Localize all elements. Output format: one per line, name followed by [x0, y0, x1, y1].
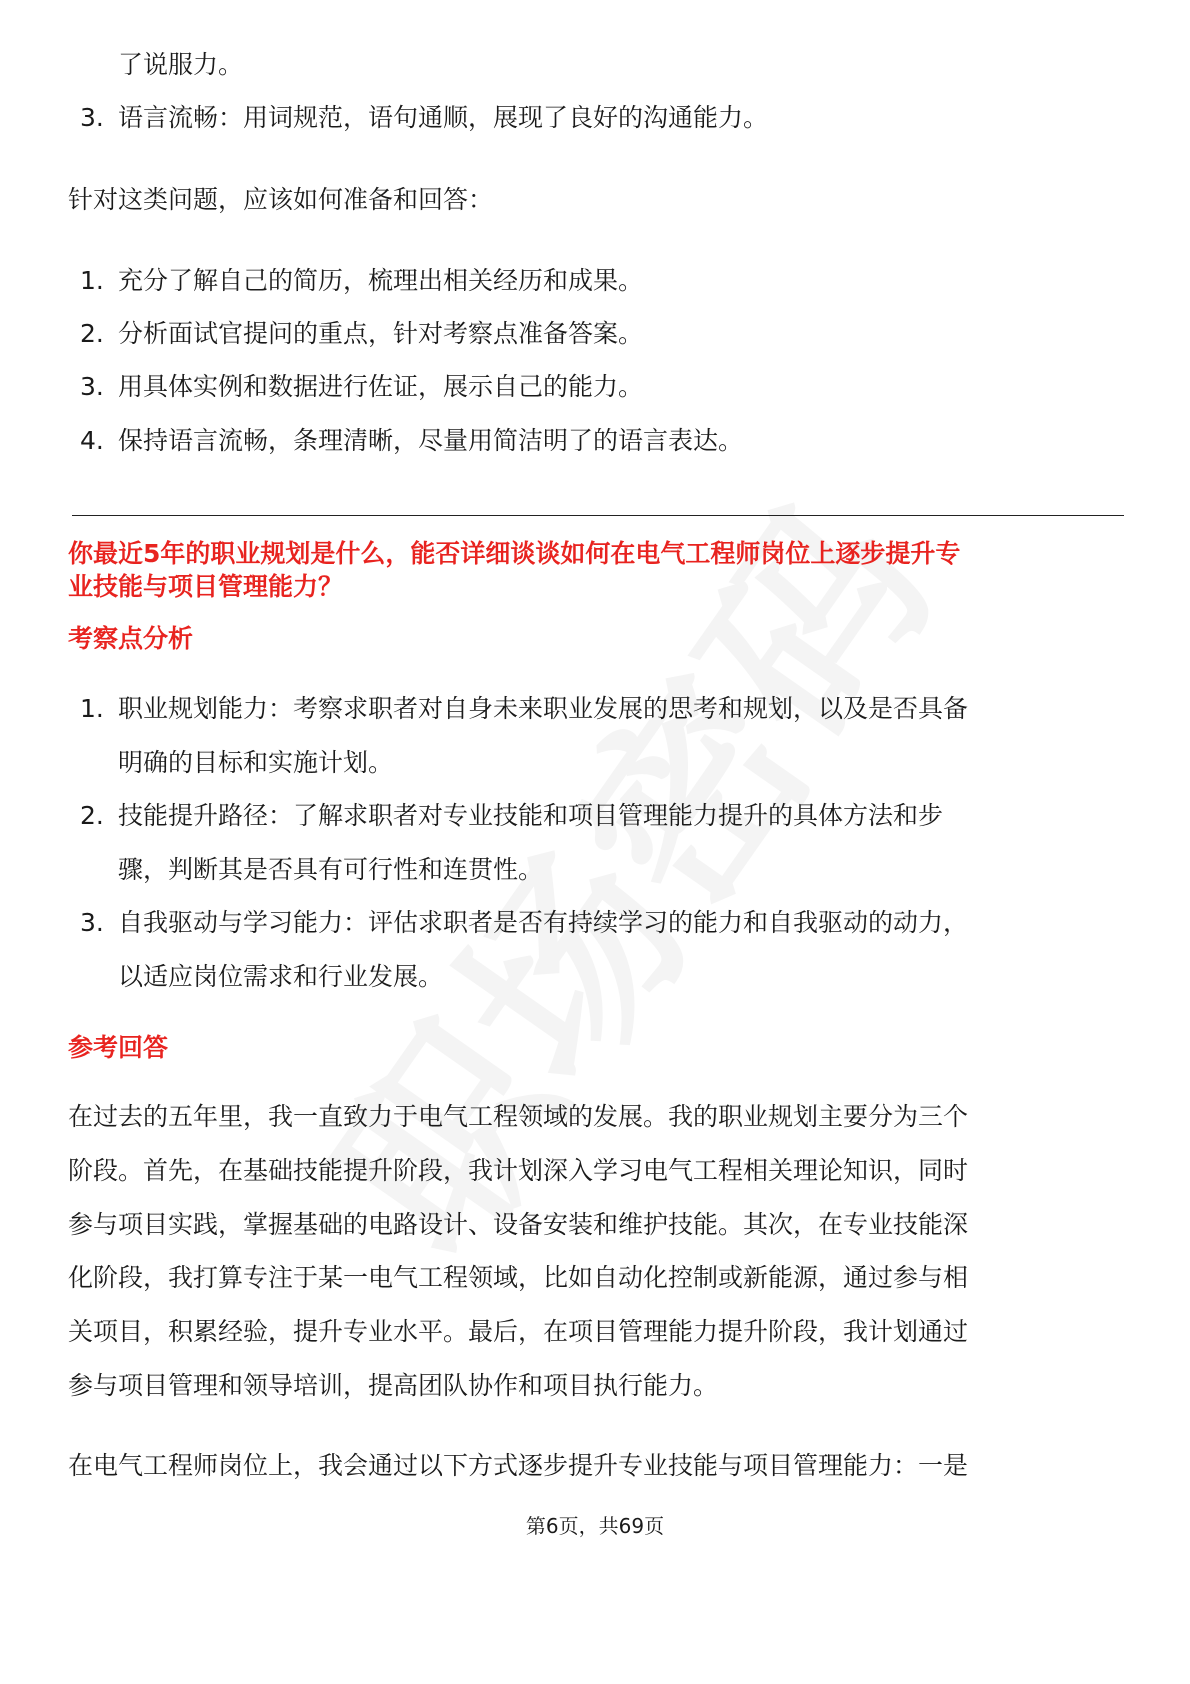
answer-paragraph-line: 参与项目实践，掌握基础的电路设计、设备安装和维护技能。其次，在专业技能深 — [68, 1210, 969, 1239]
prep-item-number: 1. — [80, 266, 104, 295]
analysis-item-line: 骤，判断其是否具有可行性和连贯性。 — [118, 855, 544, 884]
analysis-item-line: 明确的目标和实施计划。 — [118, 748, 394, 777]
prep-item-text: 保持语言流畅，条理清晰，尽量用简洁明了的语言表达。 — [118, 426, 744, 455]
prep-item-text: 充分了解自己的简历，梳理出相关经历和成果。 — [118, 266, 644, 295]
answer-paragraph-line: 在电气工程师岗位上，我会通过以下方式逐步提升专业技能与项目管理能力：一是 — [68, 1451, 969, 1480]
section-divider — [72, 515, 1124, 516]
list-item-text: 语言流畅：用词规范，语句通顺，展现了良好的沟通能力。 — [118, 103, 769, 132]
analysis-item-number: 1. — [80, 694, 104, 723]
prep-item-text: 用具体实例和数据进行佐证，展示自己的能力。 — [118, 372, 644, 401]
answer-paragraph-line: 在过去的五年里，我一直致力于电气工程领域的发展。我的职业规划主要分为三个 — [68, 1102, 969, 1131]
analysis-item-number: 2. — [80, 801, 104, 830]
analysis-title: 考察点分析 — [68, 624, 194, 653]
answer-paragraph-line: 关项目，积累经验，提升专业水平。最后，在项目管理能力提升阶段，我计划通过 — [68, 1317, 969, 1346]
prep-item-number: 4. — [80, 426, 104, 455]
analysis-item-line: 以适应岗位需求和行业发展。 — [118, 962, 444, 991]
prep-intro: 针对这类问题，应该如何准备和回答： — [68, 185, 494, 214]
question-heading-line2: 业技能与项目管理能力？ — [68, 572, 344, 601]
prep-item-number: 2. — [80, 319, 104, 348]
page-footer: 第6页，共69页 — [525, 1514, 665, 1538]
analysis-item-number: 3. — [80, 908, 104, 937]
answer-paragraph-line: 参与项目管理和领导培训，提高团队协作和项目执行能力。 — [68, 1371, 719, 1400]
analysis-item-line: 技能提升路径：了解求职者对专业技能和项目管理能力提升的具体方法和步 — [118, 801, 944, 830]
answer-title: 参考回答 — [68, 1033, 169, 1062]
answer-paragraph-line: 阶段。首先，在基础技能提升阶段，我计划深入学习电气工程相关理论知识，同时 — [68, 1156, 969, 1185]
analysis-item-line: 自我驱动与学习能力：评估求职者是否有持续学习的能力和自我驱动的动力， — [118, 908, 969, 937]
prep-item-text: 分析面试官提问的重点，针对考察点准备答案。 — [118, 319, 644, 348]
answer-paragraph-line: 化阶段，我打算专注于某一电气工程领域，比如自动化控制或新能源，通过参与相 — [68, 1263, 969, 1292]
question-heading-line1: 你最近5年的职业规划是什么，能否详细谈谈如何在电气工程师岗位上逐步提升专 — [68, 539, 961, 568]
list-continuation-line: 了说服力。 — [118, 50, 244, 79]
analysis-item-line: 职业规划能力：考察求职者对自身未来职业发展的思考和规划，以及是否具备 — [118, 694, 969, 723]
prep-item-number: 3. — [80, 372, 104, 401]
list-item-number: 3. — [80, 103, 104, 132]
